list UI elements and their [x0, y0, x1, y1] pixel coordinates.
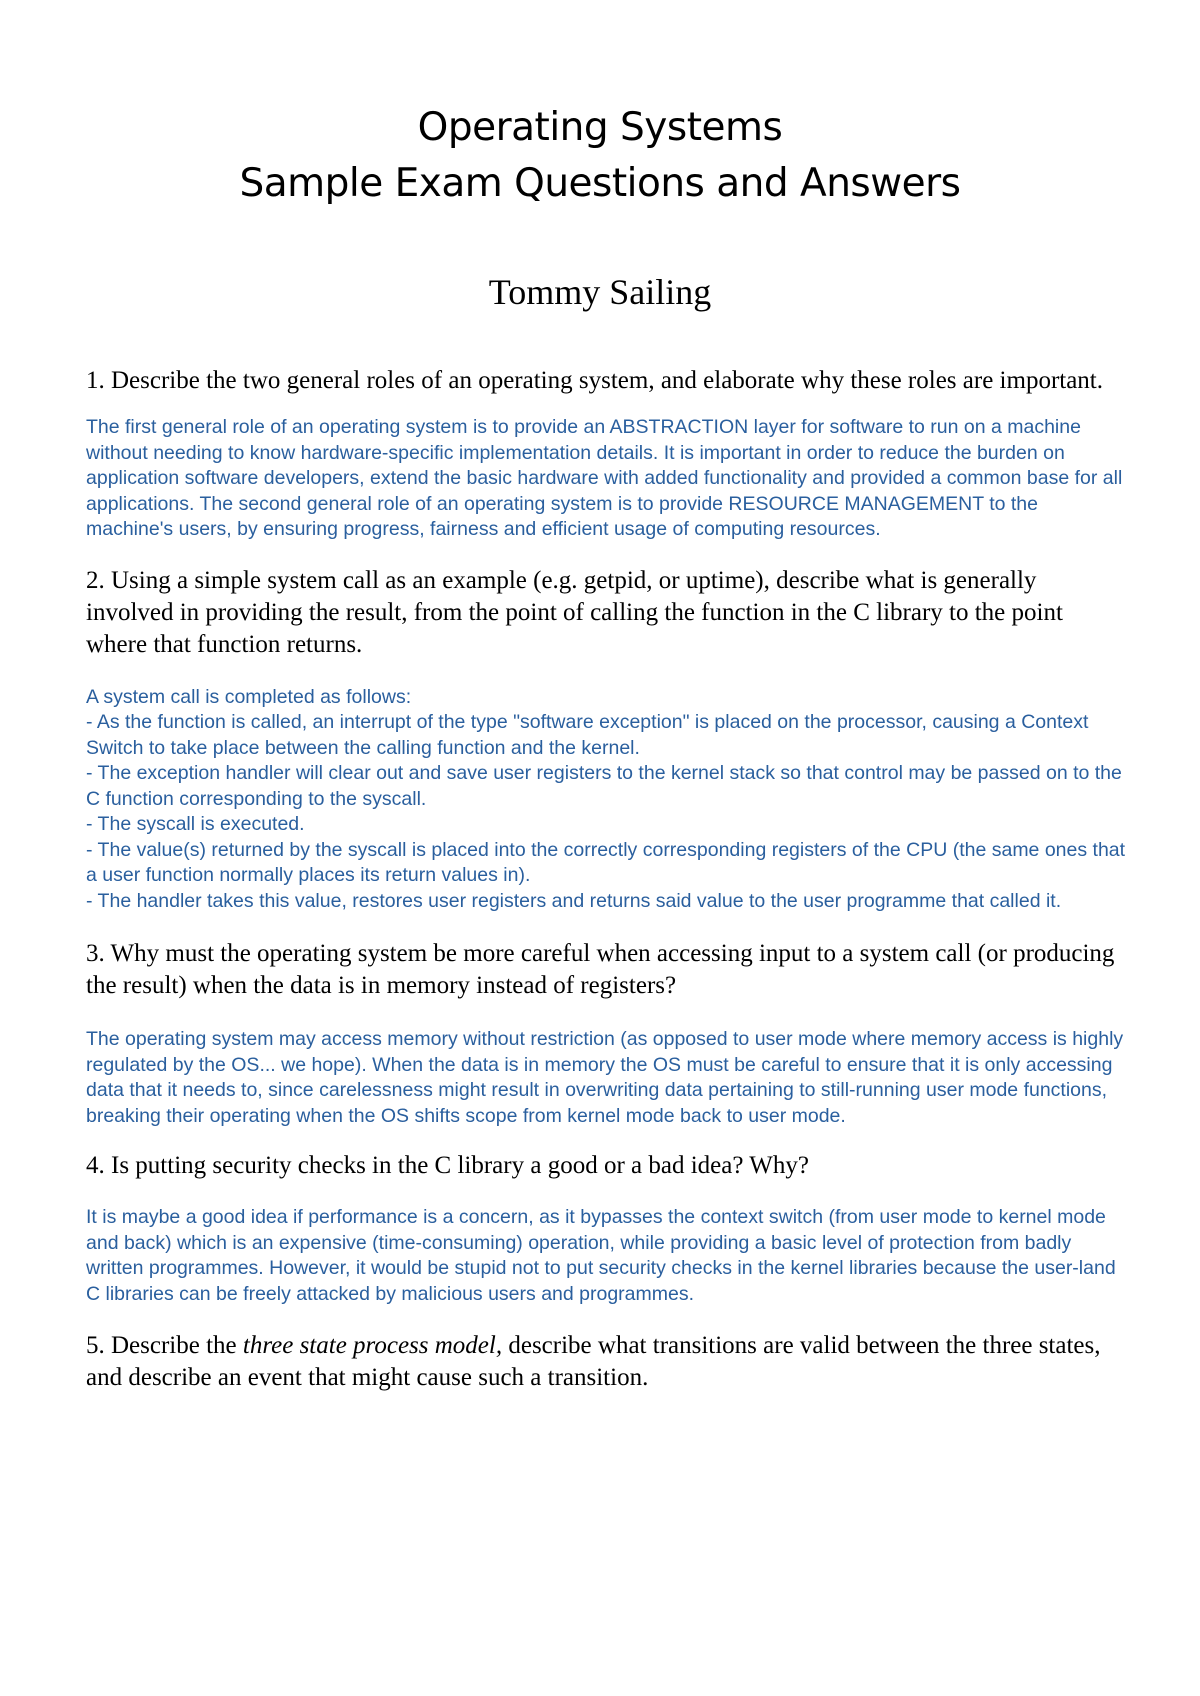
question-5-end: describe what transitions are valid between the three states, and describe an event that might cause such a transition. [86, 1332, 1101, 1391]
question-3: 3. Why must the operating system be more careful when accessing input to a system call (or producing the result) when the data is in memory instead of registers? [86, 940, 1115, 999]
title-line-2: Sample Exam Questions and Answers [239, 161, 961, 206]
question-2: 2. Using a simple system call as an example (e.g. getpid, or uptime), describe what is generally involved in providing the result, from the point of calling the function in the C library to the point where that function returns. [86, 566, 1063, 658]
answer-2-line: A system call is completed as follows: [86, 685, 412, 708]
question-1: 1. Describe the two general roles of an operating system, and elaborate why these roles are important. [86, 367, 1104, 394]
answer-2-line: - The value(s) returned by the syscall is placed into the correctly corresponding registers of the CPU (the same ones that a user function normally places its return values in). [86, 838, 1126, 886]
question-5-start: 5. Describe the [86, 1332, 243, 1359]
question-5 [86, 1330, 1126, 1394]
answer-1: The first general role of an operating system is to provide an ABSTRACTION layer for software to run on a machine without needing to know hardware-specific implementation details. It is important in order to reduce the burden on application software developers, extend the basic hardware with added functionality and provided a common base for all applications. The second general role of an operating system is to provide RESOURCE MANAGEMENT to the machine's users, by ensuring progress, fairness and efficient usage of computing resources. [86, 416, 1123, 540]
document-title [0, 100, 1200, 212]
author-name: Tommy Sailing [488, 272, 712, 312]
answer-2-line: - The handler takes this value, restores user registers and returns said value to the user programme that called it. [86, 889, 1062, 912]
answer-2-line: - The syscall is executed. [86, 813, 305, 835]
question-4: 4. Is putting security checks in the C library a good or a bad idea? Why? [86, 1152, 809, 1179]
title-line-1: Operating Systems [417, 105, 783, 150]
document-body [86, 365, 1126, 1394]
answer-2-line: - As the function is called, an interrupt of the type "software exception" is placed on the processor, causing a Context Switch to take place between the calling function and the kernel. [86, 711, 1089, 759]
question-5-italic: three state process model, [242, 1332, 503, 1359]
answer-2-line: - The exception handler will clear out and save user registers to the kernel stack so that control may be passed on to the C function corresponding to the syscall. [86, 762, 1122, 810]
answer-2 [86, 685, 1126, 915]
answer-3: The operating system may access memory without restriction (as opposed to user mode where memory access is highly regulated by the OS... we hope). When the data is in memory the OS must be careful to ensure that it is only accessing data that it needs to, since carelessness might result in overwriting data pertaining to still-running user mode functions, breaking their operating when the OS shifts scope from kernel mode back to user mode. [86, 1028, 1124, 1127]
answer-4: It is maybe a good idea if performance is a concern, as it bypasses the context switch (from user mode to kernel mode and back) which is an expensive (time-consuming) operation, while providing a basic level of protection from badly written programmes. However, it would be stupid not to put security checks in the kernel libraries because the user-land C libraries can be freely attacked by malicious users and programmes. [86, 1206, 1116, 1305]
